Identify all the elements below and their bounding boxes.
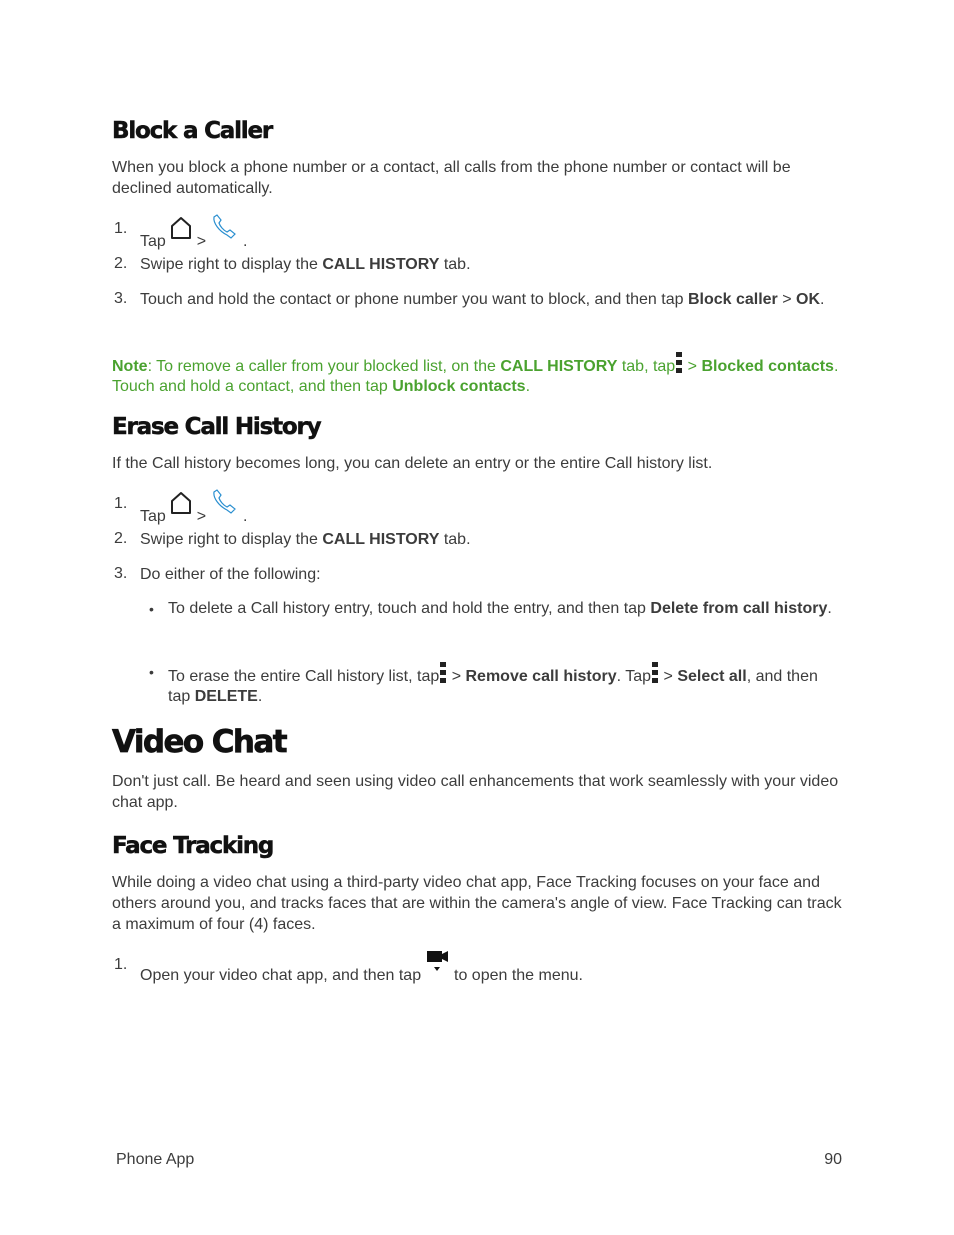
home-icon bbox=[170, 216, 192, 246]
erase-bullet-1: To delete a Call history entry, touch and hold the entry, and then tap Delete from call history. bbox=[168, 600, 832, 617]
video-chat-intro: Don't just call. Be heard and seen using video call enhancements that work seamlessly with your video chat app. bbox=[112, 773, 839, 811]
step-number: 1. bbox=[114, 220, 128, 237]
erase-step-2: Swipe right to display the CALL HISTORY tab. bbox=[140, 531, 471, 548]
video-camera-icon bbox=[426, 950, 450, 980]
erase-history-intro: If the Call history becomes long, you can delete an entry or the entire Call history list. bbox=[112, 455, 713, 472]
bullet-dot: • bbox=[149, 601, 154, 617]
block-step-2: Swipe right to display the CALL HISTORY tab. bbox=[140, 256, 471, 273]
footer-page-number: 90 bbox=[824, 1151, 842, 1168]
block-step-3: Touch and hold the contact or phone number you want to block, and then tap Block caller > OK. bbox=[140, 291, 825, 308]
face-tracking-intro: While doing a video chat using a third-party video chat app, Face Tracking focuses on your face and others around you, and tracks faces that are within the camera's angle of view. Face Tracking can track a maximum of four (4) faces. bbox=[112, 874, 842, 933]
menu-dots-icon bbox=[675, 352, 683, 377]
erase-step-1: Tap > . bbox=[140, 489, 840, 521]
face-step-1: Open your video chat app, and then tap to open the menu. bbox=[140, 950, 840, 980]
heading-face-tracking: Face Tracking bbox=[112, 833, 274, 859]
heading-video-chat: Video Chat bbox=[112, 724, 286, 760]
heading-block-caller: Block a Caller bbox=[112, 118, 272, 144]
note-label: Note bbox=[112, 358, 148, 375]
heading-erase-history: Erase Call History bbox=[112, 414, 321, 440]
step-number: 1. bbox=[114, 956, 128, 973]
menu-dots-icon bbox=[651, 662, 659, 687]
block-caller-intro: When you block a phone number or a contact, all calls from the phone number or contact will be declined automatically. bbox=[112, 159, 791, 197]
step-number: 3. bbox=[114, 565, 128, 582]
menu-dots-icon bbox=[439, 662, 447, 687]
block-step-1: Tap > . bbox=[140, 214, 840, 246]
note-box: Note: To remove a caller from your blocked list, on the CALL HISTORY tab, tap > Blocked contacts. Touch and hold a contact, and then tap Unblock contacts. bbox=[112, 352, 852, 397]
erase-step-3: Do either of the following: bbox=[140, 566, 321, 583]
bullet-dot: • bbox=[149, 664, 154, 680]
erase-bullet-2: To erase the entire Call history list, tap > Remove call history. Tap > Select all, and then tap DELETE. bbox=[168, 662, 838, 707]
step-number: 1. bbox=[114, 495, 128, 512]
phone-icon bbox=[211, 489, 239, 521]
step-number: 2. bbox=[114, 255, 128, 272]
phone-icon bbox=[211, 214, 239, 246]
step-text: Tap bbox=[140, 233, 166, 250]
step-number: 2. bbox=[114, 530, 128, 547]
footer-section: Phone App bbox=[116, 1151, 195, 1168]
step-number: 3. bbox=[114, 290, 128, 307]
home-icon bbox=[170, 491, 192, 521]
